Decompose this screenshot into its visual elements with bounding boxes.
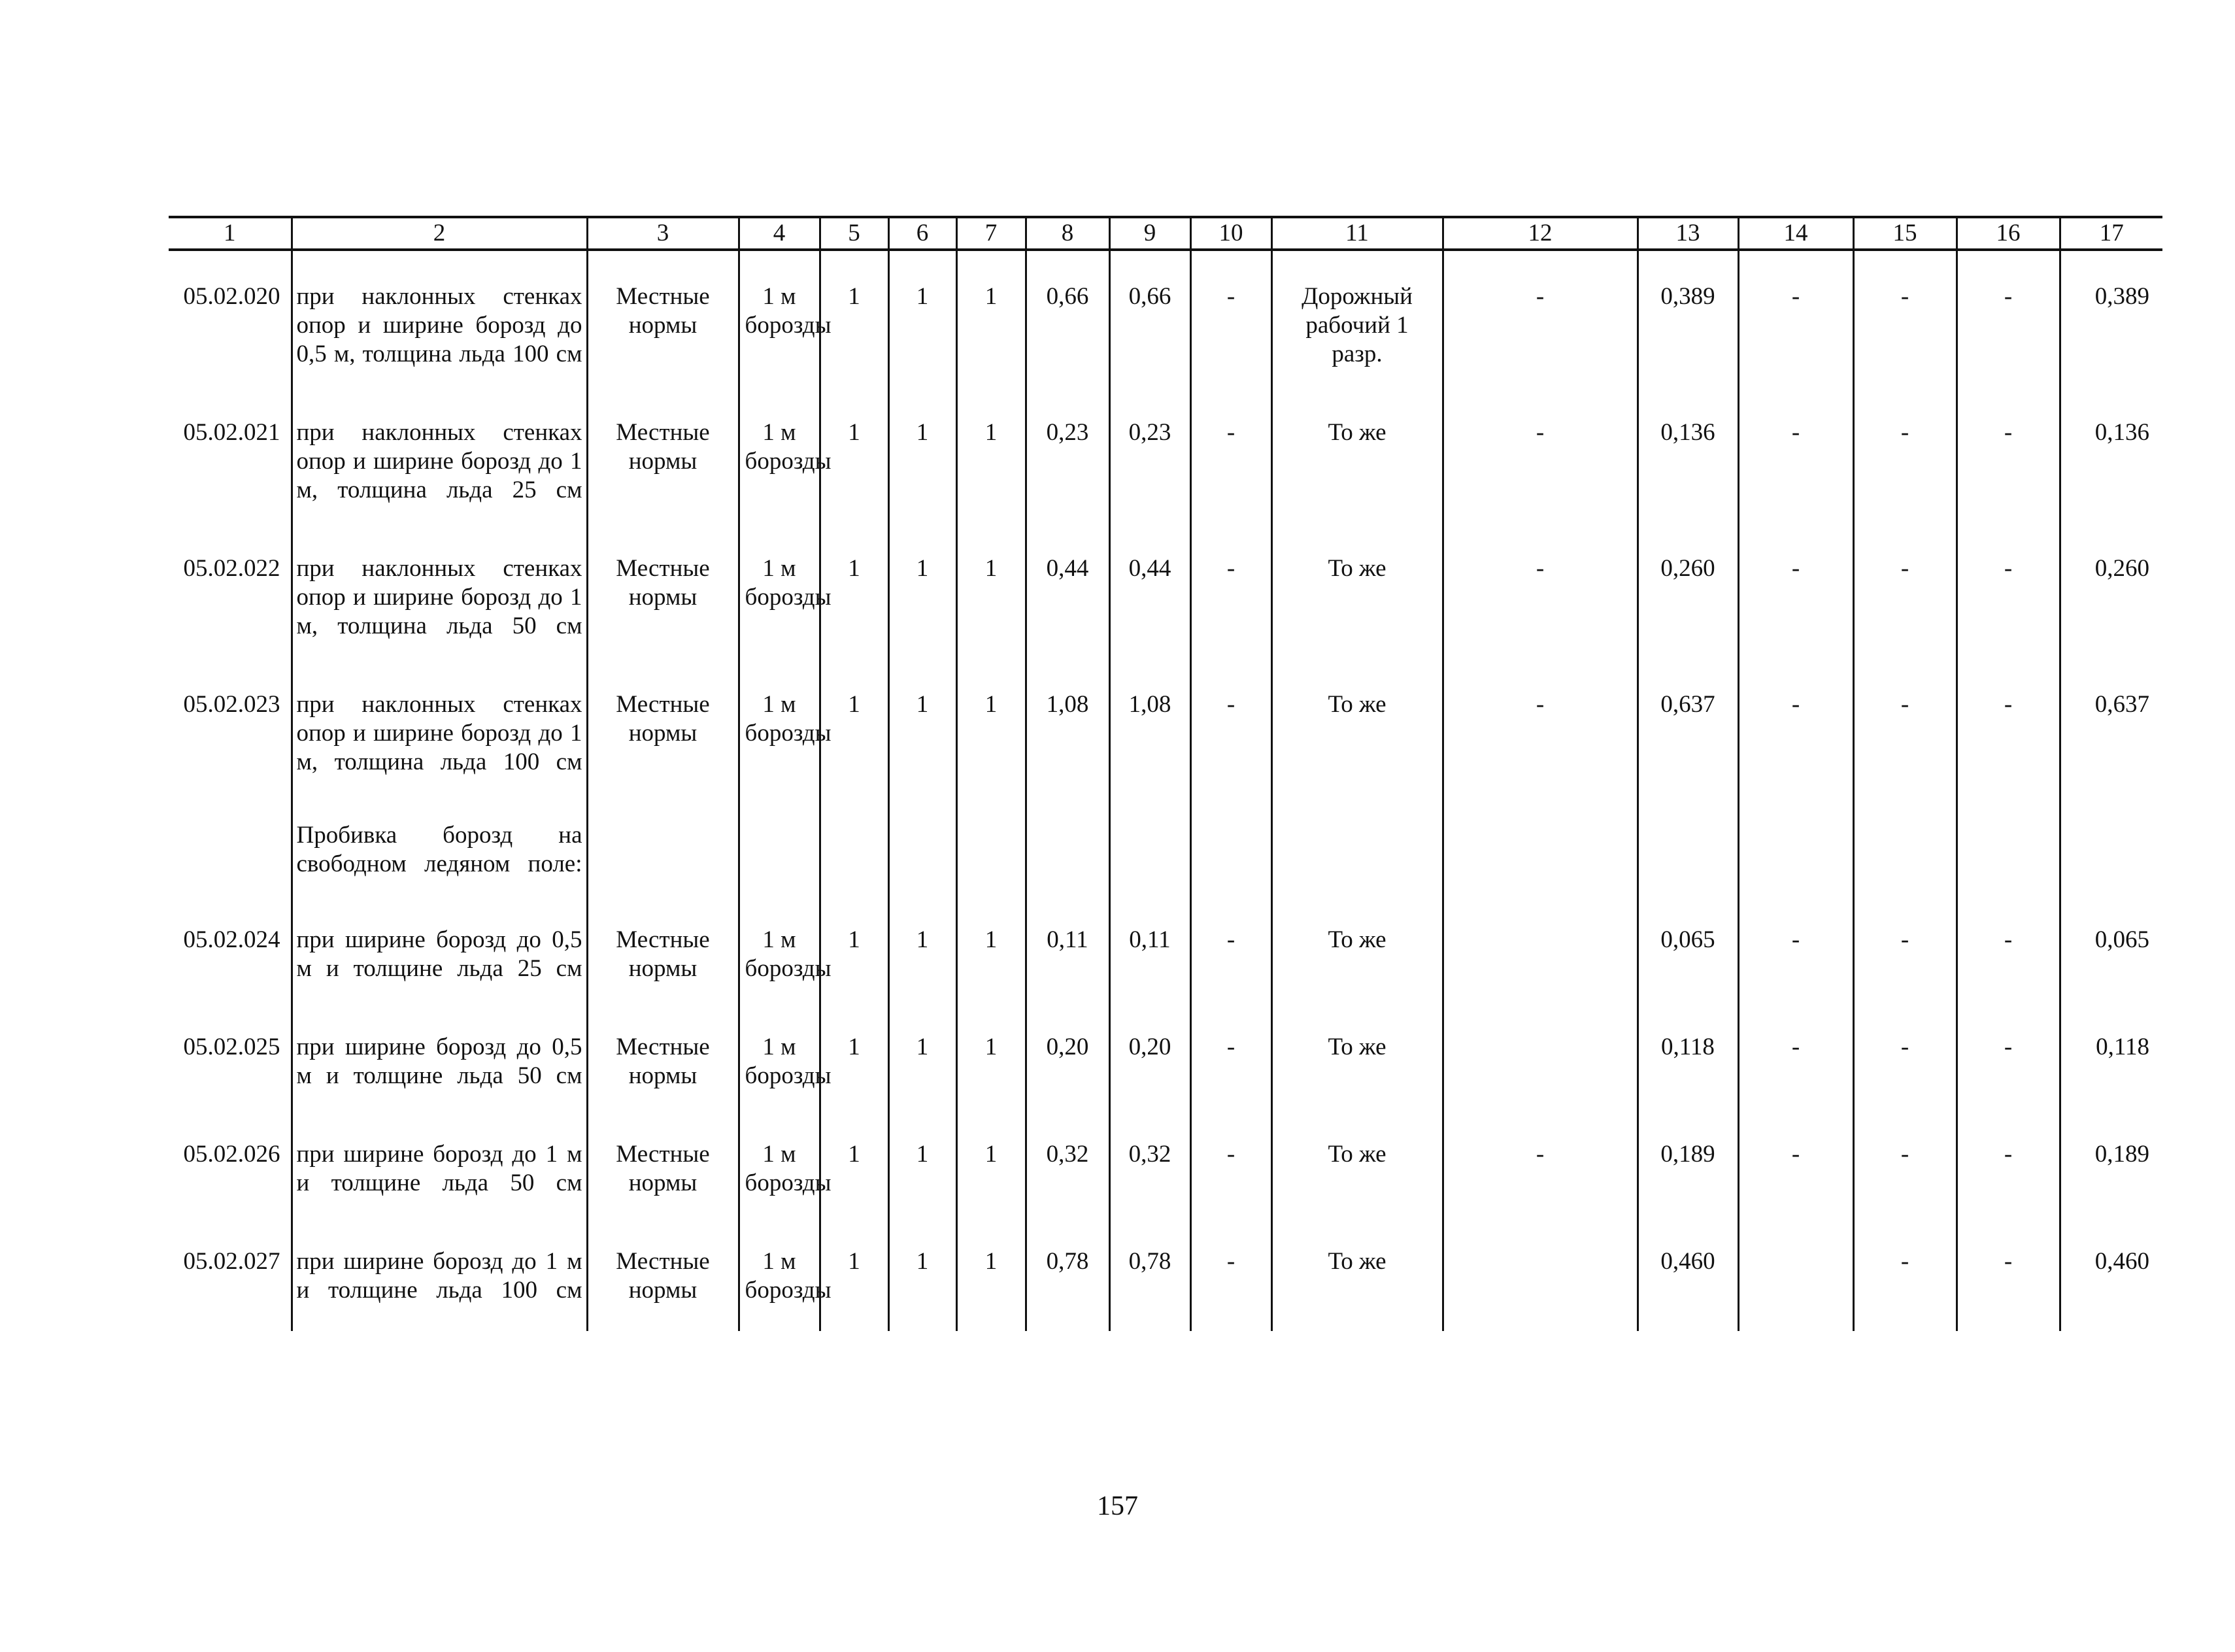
cell-col-5: 1 [820,387,888,523]
cell-col-6: 1 [888,1216,956,1331]
norms-table [169,216,2162,1331]
cell-col-16: - [1957,894,2060,1002]
cell-col-15: - [1853,894,1957,1002]
norm-code: 05.02.020 [183,283,280,310]
column-header-10: 10 [1190,217,1271,250]
empty-cell [169,795,292,894]
cell-col-14: - [1738,659,1853,795]
cell-col-5: 1 [820,894,888,1002]
cell-col-12 [1443,1002,1638,1109]
cell-col-8: 1,08 [1026,659,1109,795]
cell-col-15: - [1853,523,1957,659]
column-header-17: 17 [2060,217,2162,250]
total-value: 0,389 [2060,250,2162,387]
column-header-2: 2 [292,217,587,250]
table-row [169,1109,2162,1216]
cell-col-9: 1,08 [1109,659,1190,795]
cell-col-15: - [1853,1002,1957,1109]
cell-col-15: - [1853,387,1957,523]
cell-col-12: - [1443,387,1638,523]
cell-col-10: - [1190,523,1271,659]
norm-code: 05.02.021 [183,419,280,446]
cell-col-12: - [1443,250,1638,387]
section-title: Пробивка борозд на свободном ледяном поле: [292,795,587,894]
cell-col-6: 1 [888,1109,956,1216]
cell-col-10: - [1190,1109,1271,1216]
column-header-16: 16 [1957,217,2060,250]
cell-col-13: 0,389 [1638,250,1738,387]
cell-col-5: 1 [820,1109,888,1216]
work-description: при наклонных стенках опор и ширине борозд до 1 м, толщина льда 50 см [292,523,587,659]
cell-col-6: 1 [888,1002,956,1109]
cell-col-9: 0,20 [1109,1002,1190,1109]
column-header-5: 5 [820,217,888,250]
norm-source: Местные нормы [587,1216,739,1331]
measure-unit: 1 м борозды [739,250,820,387]
empty-cell [587,795,739,894]
cell-col-16: - [1957,523,2060,659]
table-row [169,387,2162,523]
cell-col-5: 1 [820,523,888,659]
total-value: 0,460 [2060,1216,2162,1331]
measure-unit: 1 м борозды [739,659,820,795]
column-header-13: 13 [1638,217,1738,250]
norm-code: 05.02.024 [183,926,280,953]
work-description: при ширине борозд до 1 м и толщине льда 50 см [292,1109,587,1216]
empty-cell [1638,795,1738,894]
column-header-11: 11 [1271,217,1443,250]
table-row [169,659,2162,795]
norm-source: Местные нормы [587,250,739,387]
empty-cell [1443,795,1638,894]
total-value: 0,637 [2060,659,2162,795]
measure-unit: 1 м борозды [739,894,820,1002]
cell-col-9: 0,23 [1109,387,1190,523]
empty-cell [1026,795,1109,894]
cell-col-5: 1 [820,659,888,795]
worker-category: То же [1271,1109,1443,1216]
norm-code: 05.02.026 [183,1141,280,1168]
empty-cell [1738,795,1853,894]
empty-cell [820,795,888,894]
cell-col-13: 0,637 [1638,659,1738,795]
worker-category: То же [1271,387,1443,523]
worker-category: Дорожный рабочий 1 разр. [1271,250,1443,387]
cell-col-6: 1 [888,659,956,795]
cell-col-16: - [1957,250,2060,387]
cell-col-14: - [1738,250,1853,387]
cell-col-10: - [1190,894,1271,1002]
worker-category: То же [1271,659,1443,795]
cell-col-7: 1 [956,1216,1026,1331]
cell-col-10: - [1190,387,1271,523]
cell-col-7: 1 [956,250,1026,387]
cell-col-8: 0,23 [1026,387,1109,523]
cell-col-9: 0,66 [1109,250,1190,387]
cell-col-6: 1 [888,523,956,659]
empty-cell [1853,795,1957,894]
cell-col-15: - [1853,659,1957,795]
measure-unit: 1 м борозды [739,523,820,659]
column-header-12: 12 [1443,217,1638,250]
table-row [169,1002,2162,1109]
column-header-9: 9 [1109,217,1190,250]
cell-col-14: - [1738,523,1853,659]
cell-col-14: - [1738,1002,1853,1109]
page-number: 157 [1097,1491,1138,1521]
section-row [169,795,2162,894]
work-description: при ширине борозд до 0,5 м и толщине льда 50 см [292,1002,587,1109]
column-header-14: 14 [1738,217,1853,250]
cell-col-15: - [1853,250,1957,387]
cell-col-10: - [1190,1216,1271,1331]
header-row [169,217,2162,250]
cell-col-13: 0,118 [1638,1002,1738,1109]
norm-source: Местные нормы [587,523,739,659]
total-value: 0,260 [2060,523,2162,659]
cell-col-12: - [1443,659,1638,795]
norm-source: Местные нормы [587,387,739,523]
cell-col-8: 0,78 [1026,1216,1109,1331]
norm-source: Местные нормы [587,1002,739,1109]
cell-col-13: 0,260 [1638,523,1738,659]
cell-col-7: 1 [956,387,1026,523]
table-body [169,250,2162,1331]
worker-category: То же [1271,1002,1443,1109]
norm-code: 05.02.025 [183,1034,280,1060]
norm-source: Местные нормы [587,1109,739,1216]
cell-col-13: 0,189 [1638,1109,1738,1216]
work-description: при наклонных стенках опор и ширине борозд до 1 м, толщина льда 100 см [292,659,587,795]
cell-col-9: 0,11 [1109,894,1190,1002]
cell-col-7: 1 [956,659,1026,795]
cell-col-14 [1738,1216,1853,1331]
column-header-3: 3 [587,217,739,250]
worker-category: То же [1271,1216,1443,1331]
cell-col-16: - [1957,1109,2060,1216]
cell-col-12: - [1443,1109,1638,1216]
cell-col-14: - [1738,894,1853,1002]
worker-category: То же [1271,894,1443,1002]
work-description: при наклонных стенках опор и ширине борозд до 0,5 м, толщина льда 100 см [292,250,587,387]
cell-col-8: 0,66 [1026,250,1109,387]
cell-col-15: - [1853,1216,1957,1331]
cell-col-6: 1 [888,387,956,523]
cell-col-6: 1 [888,250,956,387]
empty-cell [739,795,820,894]
table-row [169,523,2162,659]
table-row [169,250,2162,387]
norm-code: 05.02.023 [183,691,280,718]
cell-col-5: 1 [820,1216,888,1331]
cell-col-12 [1443,894,1638,1002]
cell-col-7: 1 [956,894,1026,1002]
cell-col-10: - [1190,1002,1271,1109]
cell-col-7: 1 [956,1002,1026,1109]
cell-col-13: 0,136 [1638,387,1738,523]
cell-col-16: - [1957,387,2060,523]
cell-col-10: - [1190,250,1271,387]
empty-cell [1190,795,1271,894]
work-description: при ширине борозд до 1 м и толщине льда 100 см [292,1216,587,1331]
cell-col-8: 0,32 [1026,1109,1109,1216]
cell-col-6: 1 [888,894,956,1002]
total-value: 0,118 [2060,1002,2162,1109]
measure-unit: 1 м борозды [739,1109,820,1216]
cell-col-7: 1 [956,1109,1026,1216]
cell-col-8: 0,44 [1026,523,1109,659]
table-row [169,1216,2162,1331]
cell-col-12: - [1443,523,1638,659]
cell-col-9: 0,78 [1109,1216,1190,1331]
work-description: при наклонных стенках опор и ширине борозд до 1 м, толщина льда 25 см [292,387,587,523]
empty-cell [2060,795,2162,894]
total-value: 0,065 [2060,894,2162,1002]
total-value: 0,189 [2060,1109,2162,1216]
cell-col-15: - [1853,1109,1957,1216]
cell-col-16: - [1957,659,2060,795]
column-header-6: 6 [888,217,956,250]
cell-col-13: 0,460 [1638,1216,1738,1331]
worker-category: То же [1271,523,1443,659]
column-header-7: 7 [956,217,1026,250]
table-row [169,894,2162,1002]
norm-source: Местные нормы [587,659,739,795]
empty-cell [888,795,956,894]
norm-source: Местные нормы [587,894,739,1002]
cell-col-8: 0,11 [1026,894,1109,1002]
cell-col-14: - [1738,1109,1853,1216]
measure-unit: 1 м борозды [739,387,820,523]
cell-col-14: - [1738,387,1853,523]
empty-cell [1271,795,1443,894]
cell-col-7: 1 [956,523,1026,659]
empty-cell [956,795,1026,894]
cell-col-16: - [1957,1216,2060,1331]
work-description: при ширине борозд до 0,5 м и толщине льда 25 см [292,894,587,1002]
measure-unit: 1 м борозды [739,1002,820,1109]
cell-col-16: - [1957,1002,2060,1109]
column-header-15: 15 [1853,217,1957,250]
column-header-4: 4 [739,217,820,250]
empty-cell [1109,795,1190,894]
cell-col-5: 1 [820,250,888,387]
measure-unit: 1 м борозды [739,1216,820,1331]
cell-col-13: 0,065 [1638,894,1738,1002]
cell-col-8: 0,20 [1026,1002,1109,1109]
column-header-8: 8 [1026,217,1109,250]
column-header-1: 1 [169,217,292,250]
cell-col-5: 1 [820,1002,888,1109]
total-value: 0,136 [2060,387,2162,523]
empty-cell [1957,795,2060,894]
cell-col-12 [1443,1216,1638,1331]
cell-col-10: - [1190,659,1271,795]
norm-code: 05.02.022 [183,555,280,582]
cell-col-9: 0,44 [1109,523,1190,659]
norm-code: 05.02.027 [183,1248,280,1275]
cell-col-9: 0,32 [1109,1109,1190,1216]
